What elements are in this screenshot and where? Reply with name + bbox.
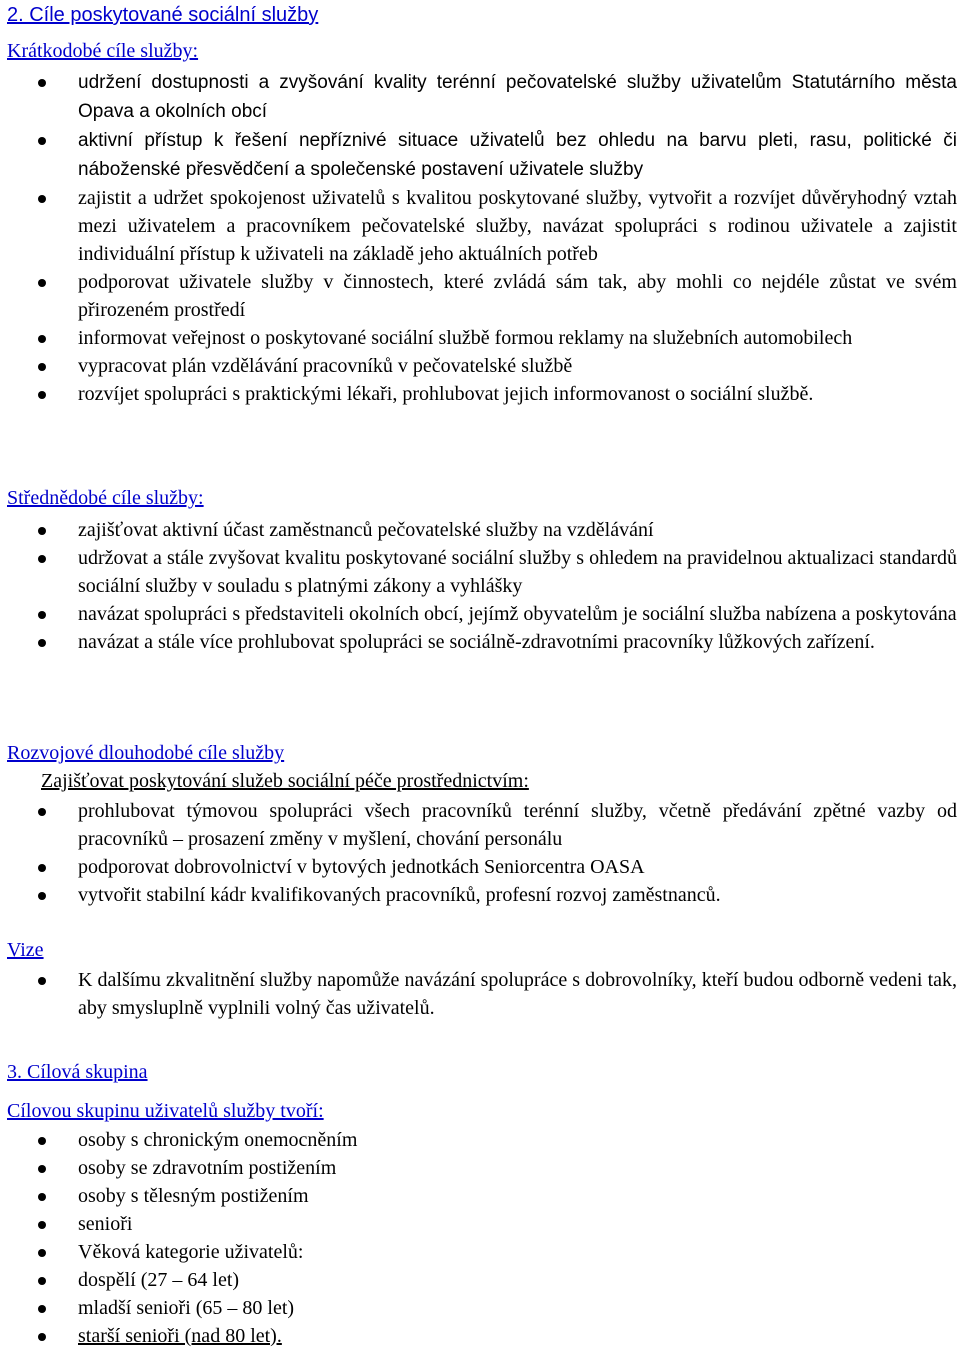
bullet-icon [38,864,46,872]
list-item: starší senioři (nad 80 let). [0,1322,960,1350]
bullet-icon [38,639,46,647]
list-item: osoby s tělesným postižením [0,1182,960,1210]
list-item: dospělí (27 – 64 let) [0,1266,960,1294]
bullet-icon [38,977,46,985]
bullet-icon [38,391,46,399]
bullet-icon [38,363,46,371]
bullet-icon [38,137,46,145]
list-item: zajistit a udržet spokojenost uživatelů s kvalitou poskytované služby, vytvořit a rozvíjet důvěryhodný vztah mezi uživatelem a pracovníkem pečovatelské služby, navázat spolupráci s rodinou uživatele a zajistit individuální přístup k uživateli na základě jeho aktuálních potřeb [0,184,960,268]
bullet-icon [38,1305,46,1313]
list-item: prohlubovat týmovou spolupráci všech pracovníků terénní služby, včetně předávání zpětné vazby od pracovníků – prosazení změny v myšlení, chování personálu [0,797,960,853]
list-item: podporovat dobrovolnictví v bytových jednotkách Seniorcentra OASA [0,853,960,881]
bullet-icon [38,279,46,287]
section-3-title: 3. Cílová skupina [7,1061,148,1083]
bullet-icon [38,611,46,619]
short-term-goals-heading: Krátkodobé cíle služby: [7,40,199,62]
list-item: navázat spolupráci s představiteli okolních obcí, jejímž obyvatelům je sociální služba nabízena a poskytována [0,600,960,628]
mid-term-goals-list [0,516,960,656]
list-item: podporovat uživatele služby v činnostech, které zvládá sám tak, aby mohli co nejdéle zůstat ve svém přirozeném prostředí [0,268,960,324]
bullet-icon [38,195,46,203]
short-term-goals-list [0,68,960,408]
list-item: vytvořit stabilní kádr kvalifikovaných pracovníků, profesní rozvoj zaměstnanců. [0,881,960,909]
list-item: navázat a stále více prohlubovat spolupráci se sociálně-zdravotními pracovníky lůžkových zařízení. [0,628,960,656]
long-term-goals-heading: Rozvojové dlouhodobé cíle služby [7,742,285,764]
section-2-title: 2. Cíle poskytované sociální služby [7,4,319,26]
list-item: K dalšímu zkvalitnění služby napomůže navázání spolupráce s dobrovolníky, kteří budou odborně vedeni tak, aby smysluplně vyplnili volný čas uživatelů. [0,966,960,1022]
bullet-icon [38,555,46,563]
list-item: Věková kategorie uživatelů: [0,1238,960,1266]
list-item: osoby se zdravotním postižením [0,1154,960,1182]
bullet-icon [38,808,46,816]
list-item: udržovat a stále zvyšovat kvalitu poskytované sociální služby s ohledem na pravidelnou aktualizaci standardů sociální služby v souladu s platnými zákony a vyhlášky [0,544,960,600]
target-group-heading: Cílovou skupinu uživatelů služby tvoří: [7,1100,324,1122]
bullet-icon [38,1249,46,1257]
bullet-icon [38,335,46,343]
vision-list [0,966,960,1022]
list-item: vypracovat plán vzdělávání pracovníků v pečovatelské službě [0,352,960,380]
bullet-icon [38,1221,46,1229]
list-item: senioři [0,1210,960,1238]
list-item: osoby s chronickým onemocněním [0,1126,960,1154]
bullet-icon [38,1165,46,1173]
bullet-icon [38,79,46,87]
bullet-icon [38,1277,46,1285]
long-term-goals-subheading: Zajišťovat poskytování služeb sociální péče prostřednictvím: [41,770,529,792]
list-item: aktivní přístup k řešení nepříznivé situace uživatelů bez ohledu na barvu pleti, rasu, politické či náboženské přesvědčení a společenské postavení uživatele služby [0,126,960,184]
mid-term-goals-heading: Střednědobé cíle služby: [7,487,204,509]
long-term-goals-list [0,797,960,909]
bullet-icon [38,1193,46,1201]
list-item: zajišťovat aktivní účast zaměstnanců pečovatelské služby na vzdělávání [0,516,960,544]
bullet-icon [38,1137,46,1145]
bullet-icon [38,892,46,900]
list-item: mladší senioři (65 – 80 let) [0,1294,960,1322]
bullet-icon [38,1333,46,1341]
vision-heading: Vize [7,939,44,961]
target-group-list [0,1126,960,1350]
list-item: udržení dostupnosti a zvyšování kvality terénní pečovatelské služby uživatelům Statutárního města Opava a okolních obcí [0,68,960,126]
list-item: rozvíjet spolupráci s praktickými lékaři, prohlubovat jejich informovanost o sociální službě. [0,380,960,408]
bullet-icon [38,527,46,535]
list-item: informovat veřejnost o poskytované sociální službě formou reklamy na služebních automobilech [0,324,960,352]
